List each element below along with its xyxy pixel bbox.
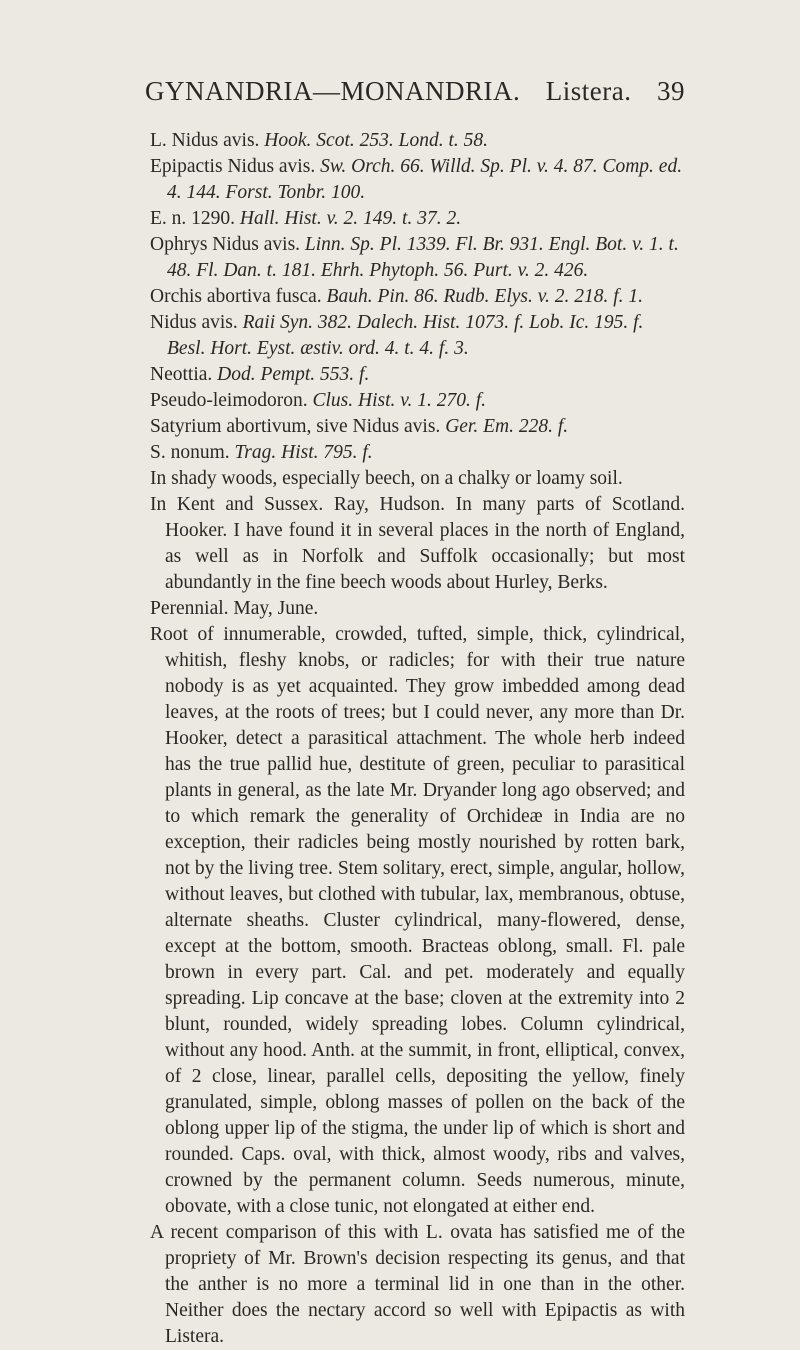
synonym-entry [150,362,685,388]
synonym-name: Epipactis Nidus avis. [150,156,316,177]
synonym-refs: Hook. Scot. 253. Lond. t. 58. [264,130,488,151]
synonym-refs: Trag. Hist. 795. f. [234,442,373,463]
synonym-name: L. Nidus avis. [150,130,260,151]
synonym-refs: Clus. Hist. v. 1. 270. f. [312,390,487,411]
header-title: GYNANDRIA—MONANDRIA. [145,76,521,106]
synonym-refs: Hall. Hist. v. 2. 149. t. 37. 2. [239,208,462,229]
synonym-entry [150,414,685,440]
running-header [145,76,685,107]
synonym-name: Pseudo-leimodoron. [150,390,308,411]
synonym-name: Nidus avis. [150,312,238,333]
synonym-entry [150,128,685,154]
synonym-refs: Bauh. Pin. 86. Rudb. Elys. v. 2. 218. f. 1. [326,286,644,307]
synonym-name: Ophrys Nidus avis. [150,234,301,255]
synonym-entry [150,206,685,232]
habitat-paragraph: In shady woods, especially beech, on a chalky or loamy soil. [150,468,623,489]
synonym-name: S. nonum. [150,442,230,463]
synonym-entry [150,232,685,284]
page-content [150,128,685,1350]
synonym-refs: Raii Syn. 382. Dalech. Hist. 1073. f. Lob. Ic. 195. f. Besl. Hort. Eyst. æstiv. ord. 4. t. 4. f. 3. [167,312,644,359]
synonym-name: Satyrium abortivum, sive Nidus avis. [150,416,441,437]
remark-paragraph: A recent comparison of this with L. ovata has satisfied me of the propriety of Mr. Brown's decision respecting its genus, and that the anther is no more a terminal lid in one than in the other. Neither does the nectary accord so well with Epipactis as with Listera. [150,1222,685,1347]
synonym-entry [150,388,685,414]
header-genus: Listera. [545,76,632,106]
synonym-entry [150,284,685,310]
synonym-entry [150,310,685,362]
localities-paragraph: In Kent and Sussex. Ray, Hudson. In many parts of Scotland. Hooker. I have found it in several places in the north of England, as well as in Norfolk and Suffolk occasionally; but most abundantly in the fine beech woods about Hurley, Berks. [150,494,685,593]
synonym-name: Neottia. [150,364,213,385]
synonym-name: Orchis abortiva fusca. [150,286,322,307]
synonymy-list [150,128,685,466]
synonym-refs: Ger. Em. 228. f. [445,416,569,437]
synonym-entry [150,440,685,466]
synonym-refs: Sw. Orch. 66. Willd. Sp. Pl. v. 4. 87. Comp. ed. 4. 144. Forst. Tonbr. 100. [167,156,683,203]
synonym-entry [150,154,685,206]
synonym-refs: Linn. Sp. Pl. 1339. Fl. Br. 931. Engl. Bot. v. 1. t. 48. Fl. Dan. t. 181. Ehrh. Phytoph. 56. Purt. v. 2. 426. [167,234,679,281]
synonym-name: E. n. 1290. [150,208,236,229]
page-number: 39 [657,76,685,106]
duration-paragraph: Perennial. May, June. [150,598,319,619]
description-paragraph: Root of innumerable, crowded, tufted, simple, thick, cylindrical, whitish, fleshy knobs, or radicles; for with their true nature nobody is as yet acquainted. They grow imbedded among dead leaves, at the roots of trees; but I could never, any more than Dr. Hooker, detect a parasitical attachment. The whole herb indeed has the true pallid hue, destitute of green, peculiar to parasitical plants in general, as the late Mr. Dryander long ago observed; and to which remark the generality of Orchideæ in India are no exception, their radicles being mostly nourished by rotten bark, not by the living tree. Stem solitary, erect, simple, angular, hollow, without leaves, but clothed with tubular, lax, membranous, obtuse, alternate sheaths. Cluster cylindrical, many-flowered, dense, except at the bottom, smooth. Bracteas oblong, small. Fl. pale brown in every part. Cal. and pet. moderately and equally spreading. Lip concave at the base; cloven at the extremity into 2 blunt, rounded, widely spreading lobes. Column cylindrical, without any hood. Anth. at the summit, in front, elliptical, convex, of 2 close, linear, parallel cells, depositing the yellow, finely granulated, simple, oblong masses of pollen on the back of the oblong upper lip of the stigma, the under lip of which is short and rounded. Caps. oval, with thick, almost woody, ribs and valves, crowned by the permanent column. Seeds numerous, minute, obovate, with a close tunic, not elongated at either end. [150,624,685,1217]
synonym-refs: Dod. Pempt. 553. f. [217,364,370,385]
